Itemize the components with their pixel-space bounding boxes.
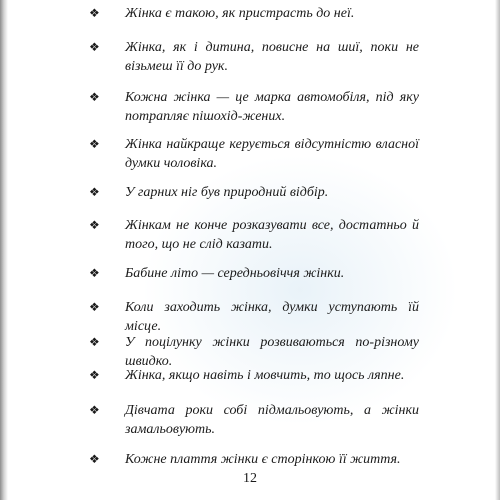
list-item bbox=[89, 264, 419, 283]
list-item bbox=[89, 366, 419, 385]
aphorism-text: Жінка, як і дитина, повисне на шиї, поки не візьмеш її до рук. bbox=[125, 40, 419, 74]
aphorism-text: У гарних ніг був природний відбір. bbox=[125, 185, 329, 200]
list-item bbox=[89, 450, 419, 469]
bullet-diamond-icon: ❖ bbox=[89, 6, 100, 20]
list-item bbox=[89, 216, 419, 254]
bullet-diamond-icon: ❖ bbox=[89, 300, 100, 314]
list-item bbox=[89, 38, 419, 76]
aphorism-text: Дівчата роки собі підмальовують, а жінки замальовують. bbox=[125, 403, 419, 437]
list-item bbox=[89, 183, 419, 202]
page-binding-shadow bbox=[0, 0, 8, 500]
bullet-diamond-icon: ❖ bbox=[89, 368, 100, 382]
bullet-diamond-icon: ❖ bbox=[89, 403, 100, 417]
bullet-diamond-icon: ❖ bbox=[89, 90, 100, 104]
list-item bbox=[89, 88, 419, 126]
bullet-diamond-icon: ❖ bbox=[89, 218, 100, 232]
bullet-diamond-icon: ❖ bbox=[89, 452, 100, 466]
aphorism-text: У поцілунку жінки розвиваються по-різному швидко. bbox=[125, 335, 419, 369]
list-item bbox=[89, 401, 419, 439]
bullet-diamond-icon: ❖ bbox=[89, 137, 100, 151]
aphorism-text: Жінкам не конче розказувати все, достатньо й того, що не слід казати. bbox=[125, 218, 419, 252]
aphorism-text: Коли заходить жінка, думки уступають їй місце. bbox=[125, 300, 419, 334]
bullet-diamond-icon: ❖ bbox=[89, 335, 100, 349]
page-edge-shadow bbox=[495, 0, 500, 500]
page-number: 12 bbox=[243, 471, 257, 486]
aphorism-text: Бабине літо — середньовіччя жінки. bbox=[125, 266, 345, 281]
list-item bbox=[89, 135, 419, 173]
aphorism-text: Жінка найкраще керується відсутністю власної думки чоловіка. bbox=[125, 137, 419, 171]
bullet-diamond-icon: ❖ bbox=[89, 185, 100, 199]
aphorism-text: Кожна жінка — це марка автомобіля, під яку потрапляє пішохід-жених. bbox=[125, 90, 419, 124]
aphorism-text: Кожне плаття жінки є сторінкою її життя. bbox=[125, 452, 401, 467]
list-item bbox=[89, 298, 419, 336]
aphorism-text: Жінка, якщо навіть і мовчить, то щось ляпне. bbox=[125, 368, 405, 383]
aphorism-text: Жінка є такою, як пристрасть до неї. bbox=[125, 6, 355, 21]
list-item bbox=[89, 4, 419, 23]
bullet-diamond-icon: ❖ bbox=[89, 266, 100, 280]
bullet-diamond-icon: ❖ bbox=[89, 40, 100, 54]
